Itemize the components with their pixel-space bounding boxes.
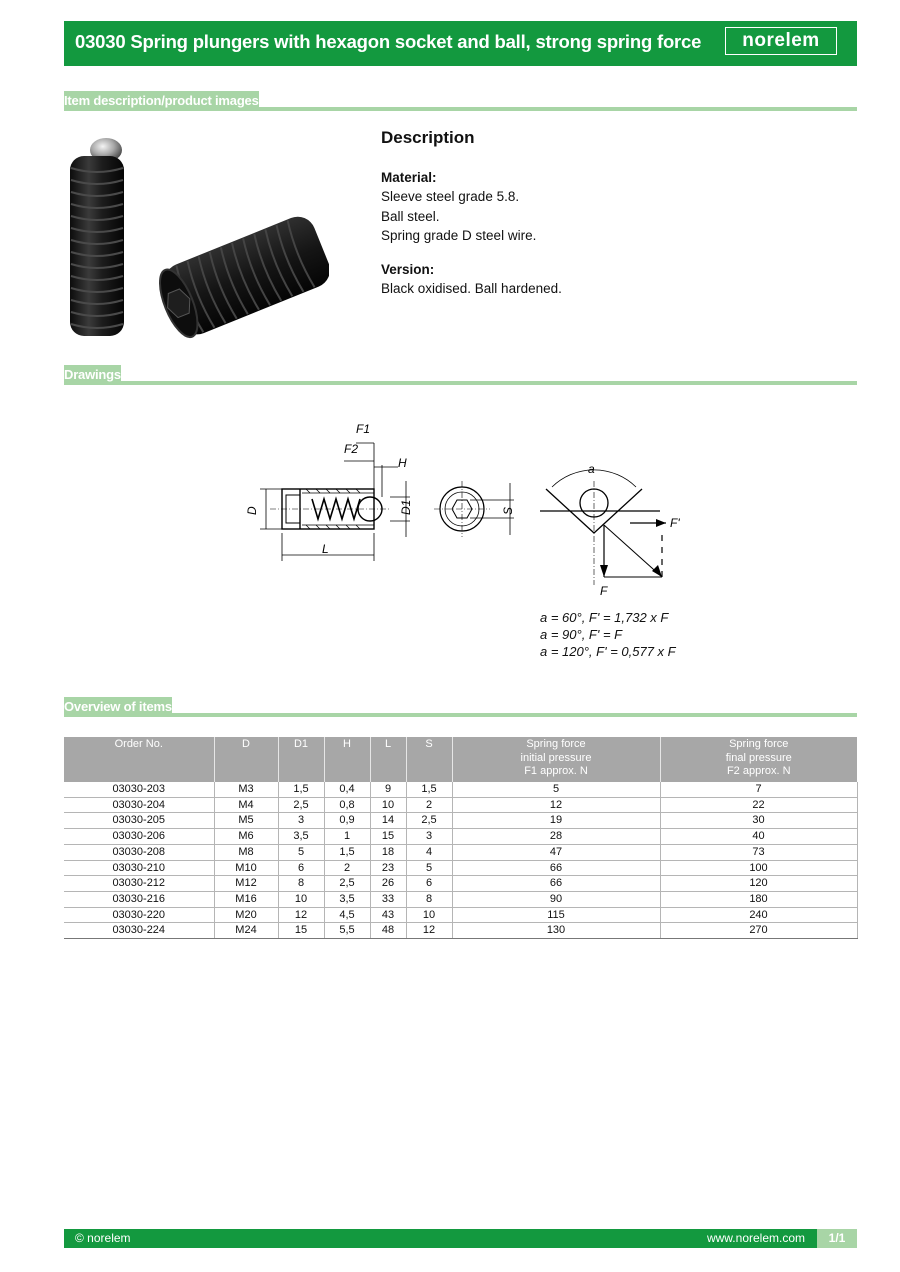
dim-label-f-prime: F' [670, 516, 680, 530]
order-number-cell: 03030-216 [64, 891, 214, 907]
table-row [64, 829, 857, 845]
table-row [64, 907, 857, 923]
table-cell: 1 [324, 829, 370, 845]
table-cell: 0,8 [324, 797, 370, 813]
table-cell: 270 [660, 923, 857, 939]
table-cell: 5 [278, 844, 324, 860]
table-cell: 115 [452, 907, 660, 923]
column-header-line: Spring force [526, 738, 586, 750]
table-cell: 2 [406, 797, 452, 813]
order-number-cell: 03030-206 [64, 829, 214, 845]
material-line: Spring grade D steel wire. [381, 228, 537, 243]
section-label: Item description/product images [64, 91, 259, 111]
description-heading: Description [381, 128, 475, 147]
table-cell: 47 [452, 844, 660, 860]
dim-label-h: H [398, 456, 407, 470]
order-number-cell: 03030-220 [64, 907, 214, 923]
table-cell: M8 [214, 844, 278, 860]
table-cell: M24 [214, 923, 278, 939]
column-header [214, 737, 278, 782]
order-number-cell: 03030-208 [64, 844, 214, 860]
table-cell: 90 [452, 891, 660, 907]
table-cell: 66 [452, 860, 660, 876]
dim-label-f1: F1 [356, 422, 371, 436]
table-cell: M20 [214, 907, 278, 923]
table-row [64, 782, 857, 797]
table-cell: 15 [278, 923, 324, 939]
table-cell: 7 [660, 782, 857, 797]
material-line: Sleeve steel grade 5.8. [381, 189, 520, 204]
table-cell: 3 [278, 813, 324, 829]
norelem-logo [725, 27, 837, 55]
plunger-lying [152, 211, 329, 343]
table-cell: M4 [214, 797, 278, 813]
table-cell: 10 [406, 907, 452, 923]
product-image [64, 128, 329, 348]
table-cell: M6 [214, 829, 278, 845]
dim-label-f: F [600, 584, 608, 598]
column-header-line: D [242, 738, 250, 750]
table-cell: 18 [370, 844, 406, 860]
order-number-cell: 03030-210 [64, 860, 214, 876]
table-cell: 43 [370, 907, 406, 923]
table-cell: 73 [660, 844, 857, 860]
column-header-line: H [343, 738, 351, 750]
dim-label-f2: F2 [344, 442, 359, 456]
table-cell: 40 [660, 829, 857, 845]
table-cell: 120 [660, 876, 857, 892]
table-cell: 8 [406, 891, 452, 907]
table-cell: 2,5 [278, 797, 324, 813]
table-cell: 240 [660, 907, 857, 923]
version-label: Version: [381, 261, 435, 277]
table-cell: 9 [370, 782, 406, 797]
table-cell: M5 [214, 813, 278, 829]
column-header-line: L [384, 738, 392, 750]
table-cell: 5,5 [324, 923, 370, 939]
table-cell: 2,5 [406, 813, 452, 829]
section-label: Overview of items [64, 697, 172, 717]
table-body [64, 782, 857, 939]
column-header-line: F2 approx. N [726, 765, 791, 777]
table-cell: 3,5 [324, 891, 370, 907]
column-header [660, 737, 857, 782]
column-header-line: initial pressure [520, 751, 592, 764]
table-row [64, 860, 857, 876]
formula-line: a = 120°, F' = 0,577 x F [540, 644, 676, 659]
table-cell: 12 [278, 907, 324, 923]
table-cell: 0,4 [324, 782, 370, 797]
column-header-line: Spring force [729, 738, 789, 750]
technical-drawing [230, 415, 700, 600]
product-description [381, 128, 851, 298]
column-header [324, 737, 370, 782]
table-cell: 14 [370, 813, 406, 829]
page-header [64, 21, 857, 66]
formula-line: a = 90°, F' = F [540, 627, 623, 642]
column-header [406, 737, 452, 782]
table-row [64, 844, 857, 860]
table-cell: 1,5 [406, 782, 452, 797]
column-header-line: F1 approx. N [524, 765, 588, 777]
table-cell: 10 [370, 797, 406, 813]
table-cell: 8 [278, 876, 324, 892]
column-header [64, 737, 214, 782]
material-line: Ball steel. [381, 208, 440, 224]
order-number-cell: 03030-204 [64, 797, 214, 813]
table-cell: 26 [370, 876, 406, 892]
column-header [370, 737, 406, 782]
logo-text: norelem [742, 30, 820, 51]
table-header-row [64, 737, 857, 782]
dim-label-l: L [322, 542, 329, 556]
page-number: 1/1 [817, 1229, 857, 1248]
section-drawings [64, 365, 857, 385]
table-cell: 12 [406, 923, 452, 939]
website-link[interactable]: www.norelem.com [706, 1231, 805, 1245]
table-cell: 12 [452, 797, 660, 813]
table-cell: 33 [370, 891, 406, 907]
table-cell: 19 [452, 813, 660, 829]
order-number-cell: 03030-203 [64, 782, 214, 797]
section-item-description [64, 91, 857, 111]
table-cell: M12 [214, 876, 278, 892]
table-cell: 6 [278, 860, 324, 876]
table-cell: 4 [406, 844, 452, 860]
order-number-cell: 03030-205 [64, 813, 214, 829]
table-cell: 4,5 [324, 907, 370, 923]
copyright-text: © norelem [75, 1231, 131, 1245]
column-header [278, 737, 324, 782]
column-header-line: Order No. [114, 738, 163, 750]
table-cell: 1,5 [278, 782, 324, 797]
table-cell: 100 [660, 860, 857, 876]
table-cell: 180 [660, 891, 857, 907]
items-table [64, 737, 858, 939]
table-cell: 0,9 [324, 813, 370, 829]
page-footer [64, 1229, 857, 1248]
table-cell: 66 [452, 876, 660, 892]
order-number-cell: 03030-224 [64, 923, 214, 939]
column-header-line: S [425, 738, 433, 750]
section-overview [64, 697, 857, 717]
table-cell: 48 [370, 923, 406, 939]
table-cell: 3 [406, 829, 452, 845]
table-cell: 3,5 [278, 829, 324, 845]
table-row [64, 876, 857, 892]
table-cell: 5 [452, 782, 660, 797]
table-row [64, 923, 857, 939]
table-cell: M16 [214, 891, 278, 907]
table-row [64, 813, 857, 829]
table-row [64, 891, 857, 907]
table-cell: 22 [660, 797, 857, 813]
page-title: 03030 Spring plungers with hexagon socket and ball, strong spring force [75, 31, 702, 52]
dim-label-alpha: a [588, 462, 595, 476]
table-row [64, 797, 857, 813]
table-cell: 6 [406, 876, 452, 892]
table-cell: 2,5 [324, 876, 370, 892]
table-cell: 10 [278, 891, 324, 907]
dim-label-s: S [501, 506, 515, 515]
dim-label-d: D [245, 506, 259, 515]
order-number-cell: 03030-212 [64, 876, 214, 892]
table-cell: 2 [324, 860, 370, 876]
table-cell: 23 [370, 860, 406, 876]
table-cell: 5 [406, 860, 452, 876]
plunger-upright [70, 138, 124, 336]
version-line: Black oxidised. Ball hardened. [381, 280, 562, 296]
table-cell: 1,5 [324, 844, 370, 860]
force-formulas [540, 609, 676, 660]
section-label: Drawings [64, 365, 121, 385]
formula-line: a = 60°, F' = 1,732 x F [540, 610, 669, 625]
side-view [270, 489, 390, 529]
column-header [452, 737, 660, 782]
table-cell: 15 [370, 829, 406, 845]
table-cell: 130 [452, 923, 660, 939]
column-header-line: final pressure [725, 751, 792, 764]
table-cell: 28 [452, 829, 660, 845]
dim-label-d1: D1 [399, 499, 413, 515]
table-cell: 30 [660, 813, 857, 829]
table-cell: M3 [214, 782, 278, 797]
table-cell: M10 [214, 860, 278, 876]
material-label: Material: [381, 170, 437, 185]
column-header-line: D1 [293, 738, 309, 750]
